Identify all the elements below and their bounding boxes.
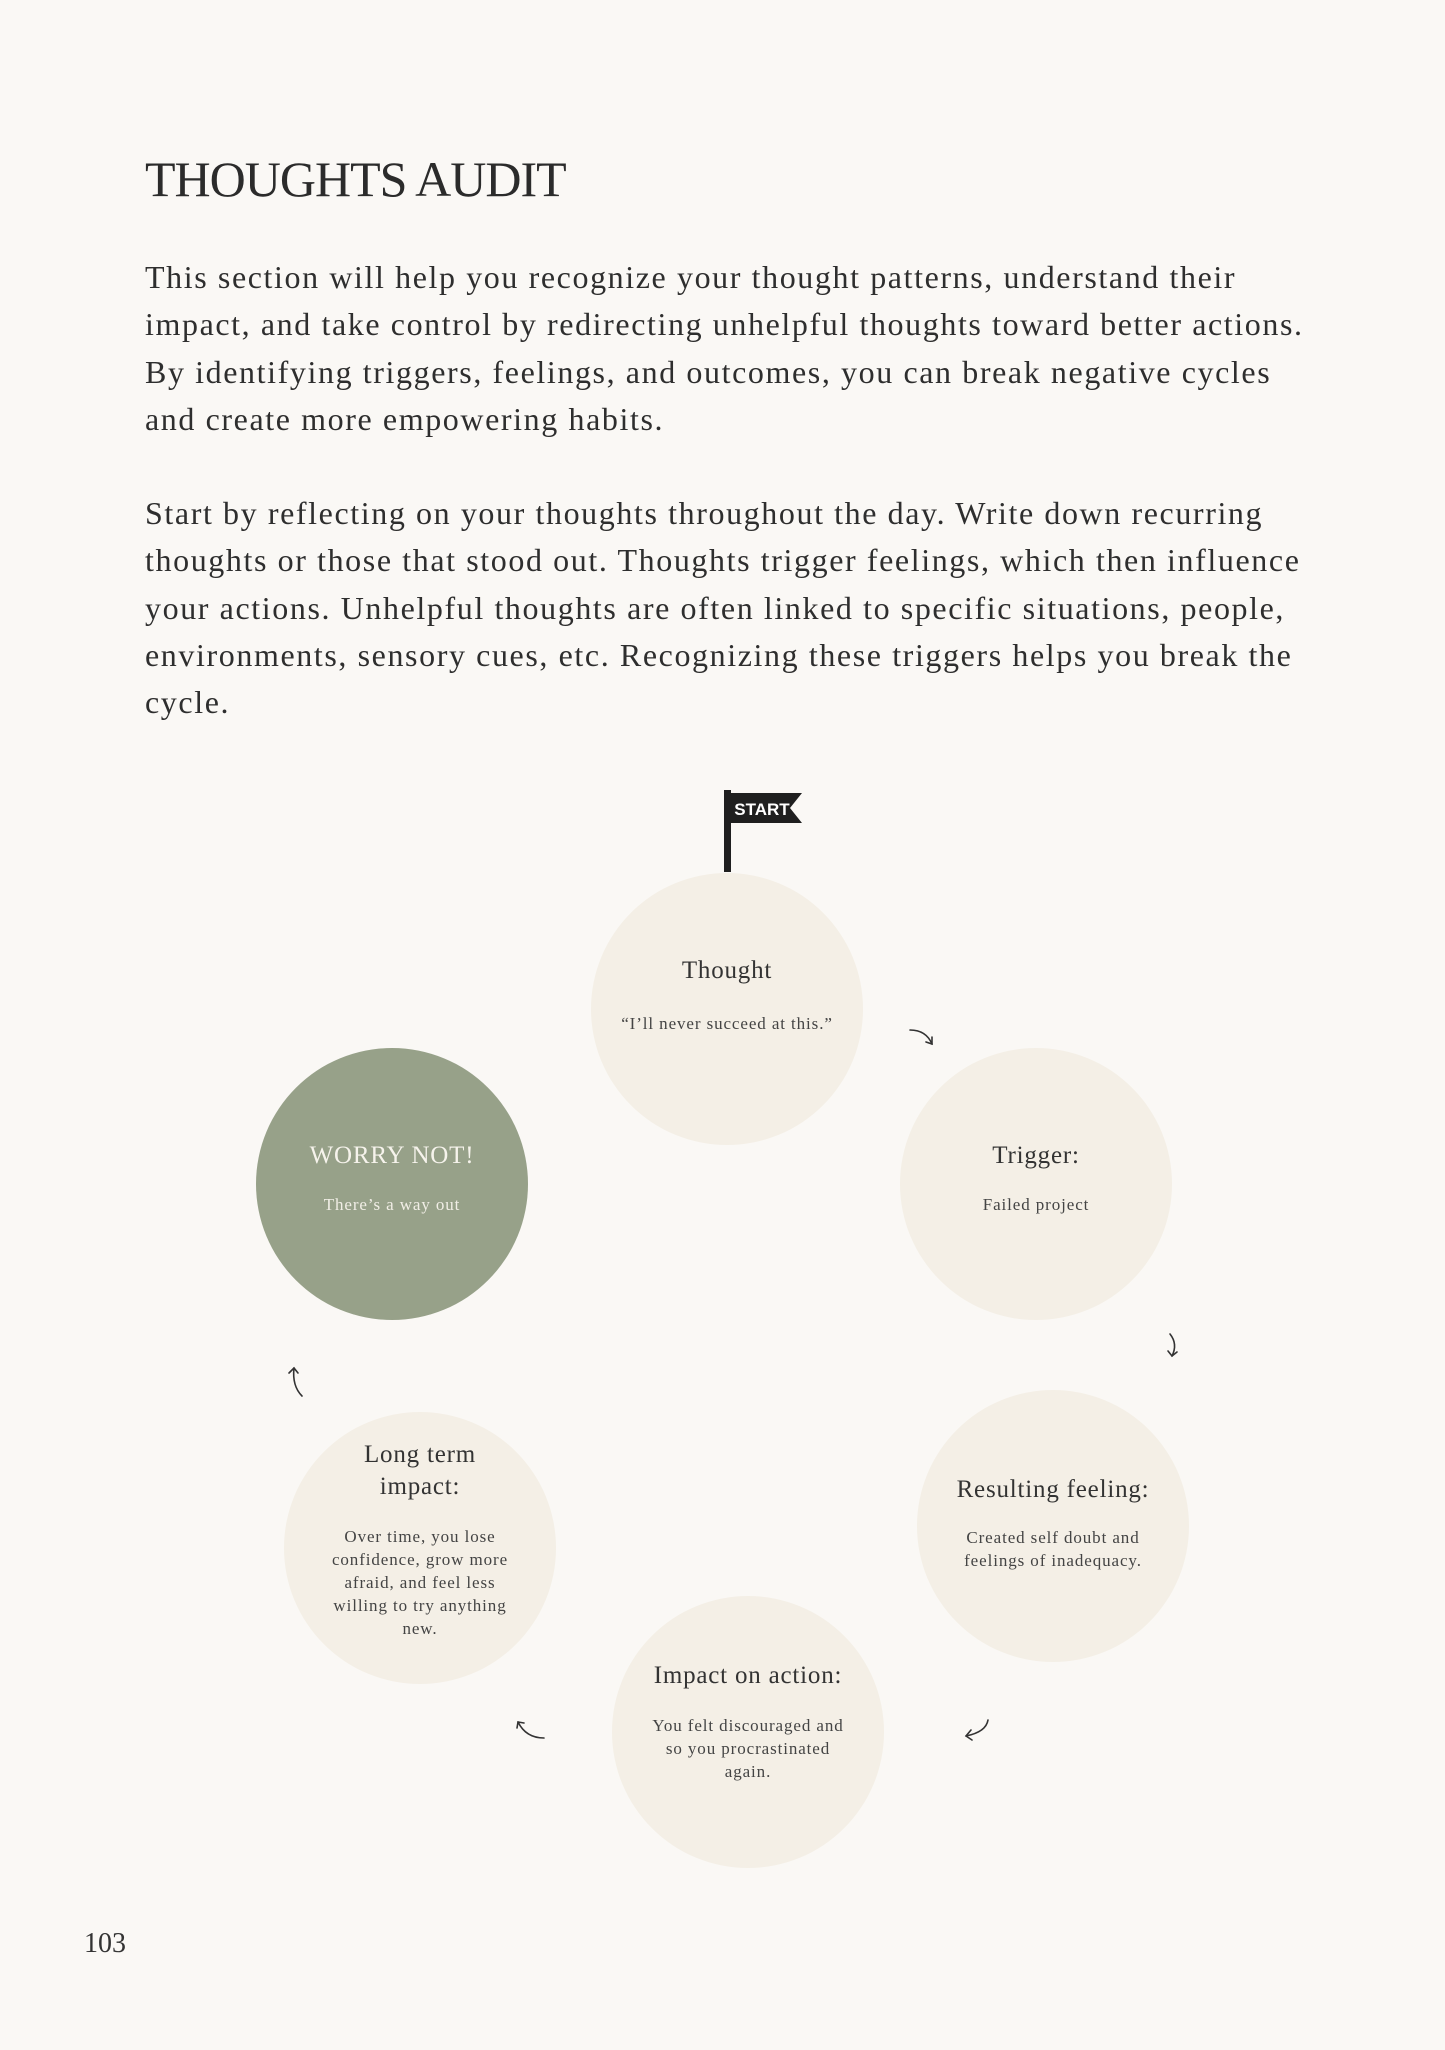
trigger-circle xyxy=(900,1048,1172,1320)
curved-arrow-icon xyxy=(510,1714,550,1754)
curved-arrow-icon xyxy=(284,1360,324,1400)
worry-not-body: There’s a way out xyxy=(323,1195,461,1214)
intro-paragraph-2: Start by reflecting on your thoughts throughout the day. Write down recurring thoughts or those that stood out. Thoughts trigger feelings, which then influence your actions. Unhelpful thoughts are often linked to specific situations, people, environments, sensory cues, etc. Recognizing these triggers helps you break the cycle. xyxy=(145,495,1301,721)
feeling-body: Created self doubt and feelings of inadequacy. xyxy=(964,1528,1142,1570)
worry-not-title: WORRY NOT! xyxy=(309,1142,475,1169)
action-body: You felt discouraged and so you procrastinated again. xyxy=(652,1716,844,1781)
feeling-circle xyxy=(917,1390,1189,1662)
trigger-title: Trigger: xyxy=(992,1142,1080,1169)
page-title: THOUGHTS AUDIT xyxy=(145,151,566,207)
intro-paragraph-1: This section will help you recognize your thought patterns, understand their impact, and take control by redirecting unhelpful thoughts toward better actions. By identifying triggers, feelings, and outcomes, you can break negative cycles and create more empowering habits. xyxy=(145,259,1304,437)
action-circle xyxy=(612,1596,884,1868)
long-term-body: Over time, you lose confidence, grow more afraid, and feel less willing to try anything new. xyxy=(331,1527,509,1638)
feeling-title: Resulting feeling: xyxy=(956,1476,1150,1503)
trigger-body: Failed project xyxy=(982,1195,1090,1214)
flag-icon xyxy=(724,790,804,872)
flag-pole xyxy=(724,790,731,872)
thought-circle xyxy=(591,873,863,1145)
long-term-circle xyxy=(284,1412,556,1684)
long-term-title: Long term impact: xyxy=(363,1441,477,1500)
start-label: START xyxy=(734,800,790,819)
worry-not-circle xyxy=(256,1048,528,1320)
action-title: Impact on action: xyxy=(653,1662,843,1689)
thought-title: Thought xyxy=(681,957,773,984)
page-number: 103 xyxy=(84,1928,126,1959)
curved-arrow-icon xyxy=(958,1716,998,1756)
curved-arrow-icon xyxy=(906,1024,946,1064)
curved-arrow-icon xyxy=(1160,1330,1200,1370)
thought-body: “I’ll never succeed at this.” xyxy=(621,1014,833,1033)
